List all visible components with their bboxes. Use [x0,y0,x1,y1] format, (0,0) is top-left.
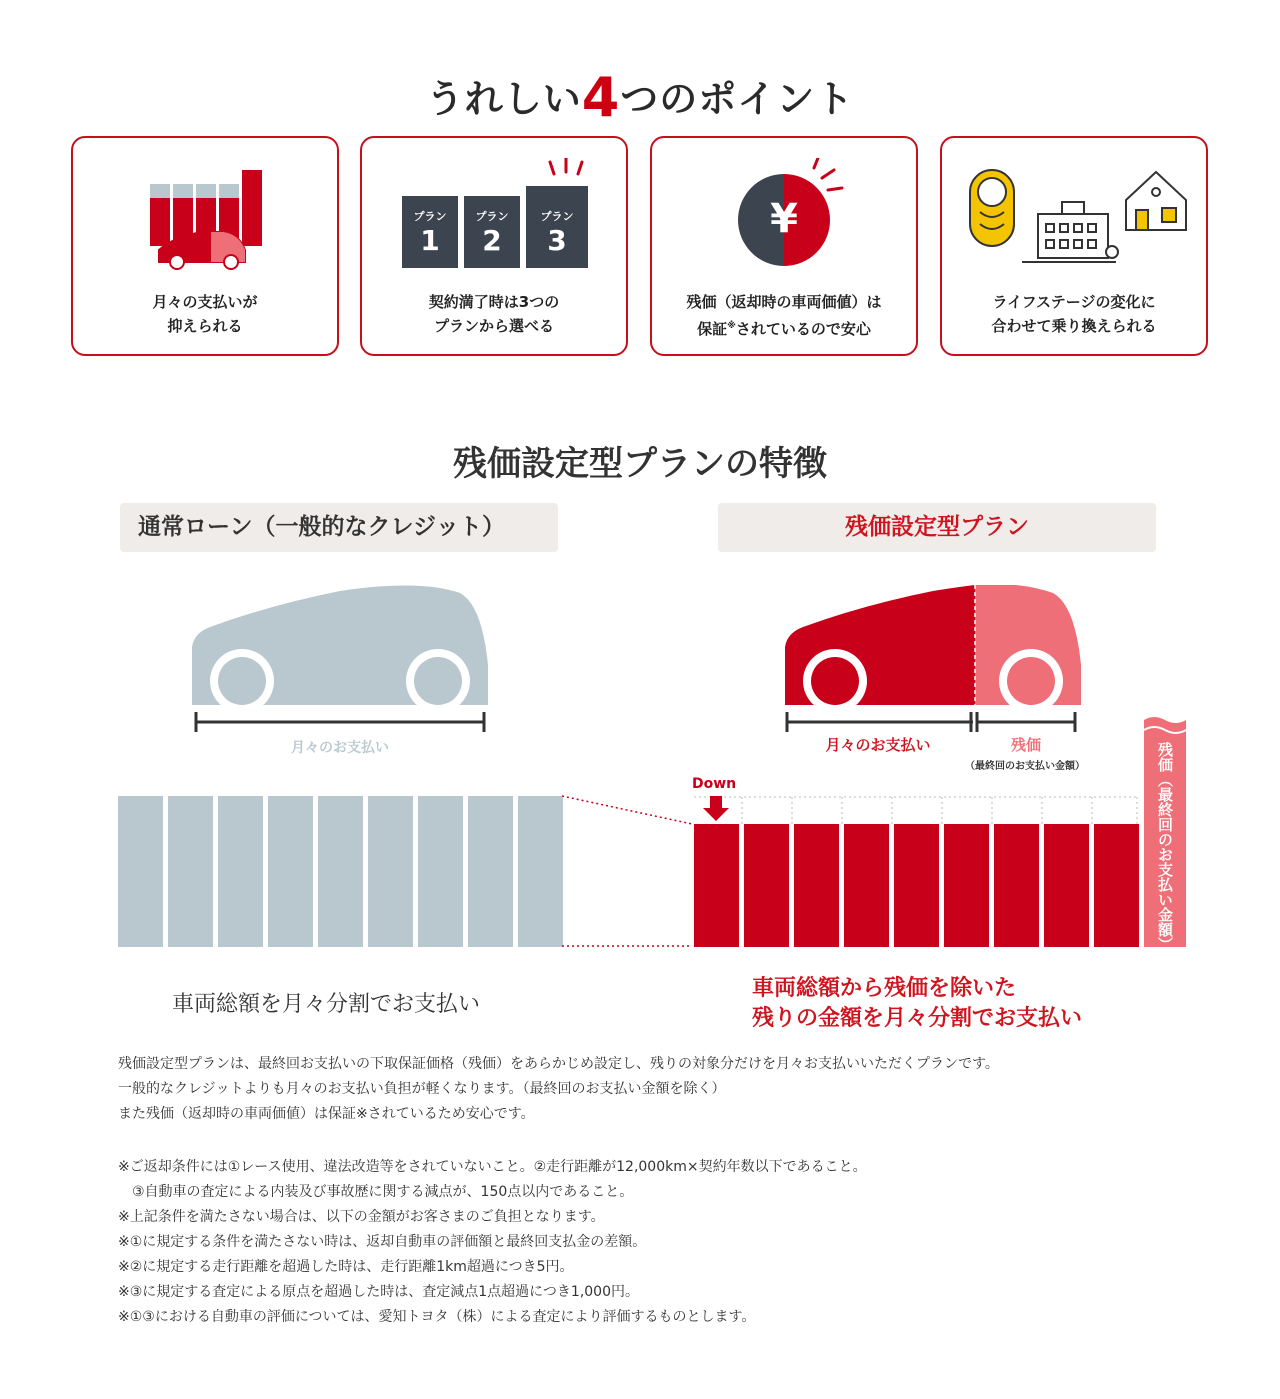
residual-sub-label: （最終回のお支払い金額） [965,761,1085,772]
left-monthly-span [194,710,486,734]
loan-bar [368,796,413,947]
residual-plan-bar [794,824,839,947]
plan-3-tag: プラン [540,210,574,223]
left-caption: 車両総額を月々分割でお支払い [172,992,481,1017]
residual-plan-bar [744,824,789,947]
point-3-line2 [652,314,916,341]
note-line: ※①に規定する条件を満たさない時は、返却自動車の評価額と最終回支払金の差額。 [118,1234,647,1250]
loan-bar [218,796,263,947]
features-title: 残価設定型プランの特徴 [453,444,827,484]
note-line: ※③に規定する査定による原点を超過した時は、査定減点1点超過につき1,000円。 [118,1284,639,1300]
residual-vertical-label: 残価（最終回のお支払い金額） [1156,742,1174,952]
plan-1-tag: プラン [413,210,447,223]
point-1-text [73,290,337,338]
loan-bar [118,796,163,947]
points-title-prefix: うれしい [425,77,582,121]
description-line: 一般的なクレジットよりも月々のお支払い負担が軽くなります。（最終回のお支払い金額を除く） [118,1081,726,1097]
description [118,1052,999,1127]
note-line: ※ご返却条件には①レース使用、違法改造等をされていないこと。②走行距離が12,000km×契約年数以下であること。 [118,1159,867,1175]
right-caption-line1: 車両総額から残価を除いた [752,976,1017,1001]
point-card-4 [940,136,1208,356]
connector-lines [562,794,694,950]
note-line: ※上記条件を満たさない場合は、以下の金額がお客さまのご負担となります。 [118,1209,605,1225]
loan-bar [418,796,463,947]
plan-3-number: 3 [547,224,567,257]
point-4-line1: ライフステージの変化に [992,293,1156,311]
residual-plan-bar [1044,824,1089,947]
note-line: ※②に規定する走行距離を超過した時は、走行距離1km超過につき5円。 [118,1259,574,1275]
point-1-line2: 抑えられる [167,317,243,335]
description-line: 残価設定型プランは、最終回お支払いの下取保証価格（残価）をあらかじめ設定し、残りの対象分だけを月々お支払いいただくプランです。 [118,1056,999,1072]
description-line: また残価（返却時の車両価値）は保証※されているため安心です。 [118,1106,535,1122]
residual-plan-bar [1094,824,1139,947]
yen-symbol: ¥ [770,196,798,242]
loan-bar [268,796,313,947]
down-label: Down [692,776,737,792]
points-title [0,66,1280,129]
residual-plan-bar [844,824,889,947]
point-4-line2: 合わせて乗り換えられる [991,317,1157,335]
left-plan-label: 通常ローン（一般的なクレジット） [120,503,558,552]
down-guide-lines [694,796,1140,826]
left-monthly-label: 月々のお支払い [291,740,389,756]
plan-2-number: 2 [482,224,502,257]
right-payment-span [785,710,1077,734]
right-caption [752,974,1082,1034]
loan-car-icon [190,585,490,715]
residual-plan-bar [994,824,1039,947]
point-1-line1: 月々の支払いが [152,293,258,311]
point-3-line2a: 保証 [697,320,728,338]
residual-plan-bar [894,824,939,947]
down-arrow-icon [702,796,730,822]
point-3-sup: ※ [727,321,736,331]
residual-car-icon [783,585,1083,715]
bar-car-icon [145,166,269,270]
point-3-line1: 残価（返却時の車両価値）は [686,293,882,311]
point-card-3 [650,136,918,356]
point-card-1 [71,136,339,356]
plan-1-number: 1 [420,224,440,257]
point-3-line2b: されているので安心 [735,320,871,338]
life-stage-icon [966,162,1198,272]
point-card-2 [360,136,628,356]
plan-2-tag: プラン [475,210,509,223]
loan-bar [518,796,563,947]
right-caption-line2: 残りの金額を月々分割でお支払い [752,1006,1083,1031]
points-title-suffix: つのポイント [620,77,855,121]
point-2-line2: プランから選べる [433,317,554,335]
residual-label: 残価 [1010,736,1041,754]
loan-bar [318,796,363,947]
point-2-line1: 契約満了時は3つの [428,293,560,311]
residual-plan-bar [944,824,989,947]
right-plan-label: 残価設定型プラン [718,503,1156,552]
note-line: ※①③における自動車の評価については、愛知トヨタ（株）による査定により評価するものとします。 [118,1309,756,1325]
point-3-text [652,290,916,341]
right-monthly-label: 月々のお支払い [825,736,931,754]
note-line: ③自動車の査定による内装及び事故歴に関する減点が、150点以内であること。 [118,1184,634,1200]
residual-plan-bar [694,824,739,947]
loan-bar [468,796,513,947]
notes [118,1155,867,1330]
points-title-number: 4 [581,66,621,129]
loan-bar [168,796,213,947]
point-4-text [942,290,1206,338]
point-2-text [362,290,626,338]
